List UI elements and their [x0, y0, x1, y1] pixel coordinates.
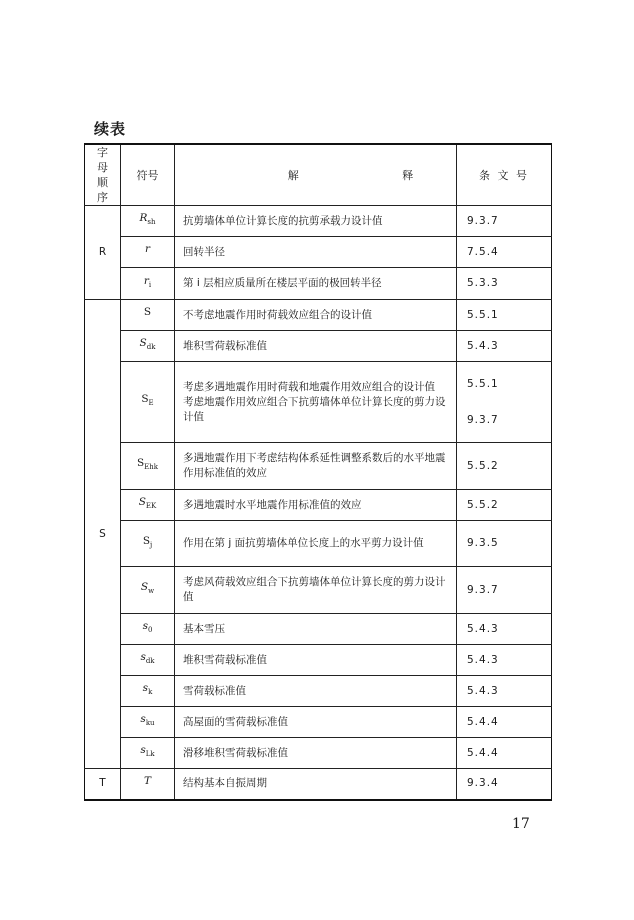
header-letter-order-line1: 字母	[97, 146, 108, 174]
symbol-cell: $r_i$	[121, 268, 175, 300]
table-row	[85, 521, 552, 567]
symbol-cell: $R_{sh}$	[121, 206, 175, 237]
table-row	[85, 237, 552, 268]
table-header-row	[85, 144, 552, 206]
description-cell: 不考虑地震作用时荷载效应组合的设计值	[175, 300, 457, 331]
clause-cell: 5.4.3	[457, 676, 552, 707]
table-row	[85, 614, 552, 645]
description-cell: 高屋面的雪荷载标准值	[175, 707, 457, 738]
header-explanation-right: 释	[402, 168, 414, 182]
clause-cell: 5.4.3	[457, 645, 552, 676]
symbol-cell: $s_{ku}$	[121, 707, 175, 738]
clause-cell: 5.4.3	[457, 331, 552, 362]
symbol-cell: $S_E$	[121, 362, 175, 443]
table-row	[85, 769, 552, 800]
header-explanation	[175, 144, 457, 206]
symbol-cell: $s_0$	[121, 614, 175, 645]
description-cell: 结构基本自振周期	[175, 769, 457, 800]
table-row	[85, 268, 552, 300]
symbol-cell: r	[121, 237, 175, 268]
table-row	[85, 567, 552, 614]
clause-cell: 5.3.3	[457, 268, 552, 300]
header-letter-order	[85, 144, 121, 206]
symbol-cell: $S_w$	[121, 567, 175, 614]
table-continued-title: 续表	[94, 120, 127, 138]
description-part-b: 考虑地震作用效应组合下抗剪墙体单位计算长度的剪力设计值	[183, 395, 446, 423]
clause-cell: 5.5.2	[457, 490, 552, 521]
group-letter-s: S	[85, 300, 121, 769]
header-explanation-left: 解	[287, 168, 299, 182]
description-cell: 第 i 层相应质量所在楼层平面的极回转半径	[175, 268, 457, 300]
page-number: 17	[512, 816, 530, 832]
clause-cell: 5.4.3	[457, 614, 552, 645]
symbol-cell: S	[121, 300, 175, 331]
symbol-cell: $s_{Lk}$	[121, 738, 175, 769]
group-letter-r: R	[85, 206, 121, 300]
table-row	[85, 331, 552, 362]
description-cell: 多遇地震时水平地震作用标准值的效应	[175, 490, 457, 521]
symbol-table	[84, 143, 552, 801]
clause-part-b: 9.3.7	[467, 413, 499, 426]
table-row	[85, 206, 552, 237]
clause-part-a: 5.5.1	[467, 377, 499, 390]
clause-cell: 5.5.1	[457, 300, 552, 331]
description-cell: 抗剪墙体单位计算长度的抗剪承载力设计值	[175, 206, 457, 237]
description-cell: 基本雪压	[175, 614, 457, 645]
header-letter-order-line2: 顺序	[97, 176, 108, 204]
description-cell: 多遇地震作用下考虑结构体系延性调整系数后的水平地震作用标准值的效应	[175, 443, 457, 490]
symbol-cell: $s_{dk}$	[121, 645, 175, 676]
symbol-cell: $S_{EK}$	[121, 490, 175, 521]
description-cell: 作用在第 j 面抗剪墙体单位长度上的水平剪力设计值	[175, 521, 457, 567]
clause-cell: 9.3.5	[457, 521, 552, 567]
clause-cell: 9.3.7	[457, 206, 552, 237]
clause-cell: 9.3.4	[457, 769, 552, 800]
header-symbol: 符号	[121, 144, 175, 206]
description-cell	[175, 362, 457, 443]
table-row	[85, 707, 552, 738]
clause-cell: 5.5.2	[457, 443, 552, 490]
description-cell: 回转半径	[175, 237, 457, 268]
clause-cell: 5.4.4	[457, 707, 552, 738]
description-cell: 堆积雪荷载标准值	[175, 645, 457, 676]
symbol-cell: $S_{dk}$	[121, 331, 175, 362]
symbol-cell: $S_j$	[121, 521, 175, 567]
table-row	[85, 490, 552, 521]
clause-cell: 9.3.7	[457, 567, 552, 614]
clause-cell	[457, 362, 552, 443]
description-cell: 考虑风荷载效应组合下抗剪墙体单位计算长度的剪力设计值	[175, 567, 457, 614]
clause-cell: 5.4.4	[457, 738, 552, 769]
table-row	[85, 738, 552, 769]
group-letter-t: T	[85, 769, 121, 800]
symbol-cell: $s_k$	[121, 676, 175, 707]
table-row	[85, 300, 552, 331]
description-cell: 堆积雪荷载标准值	[175, 331, 457, 362]
header-clause-no: 条 文 号	[457, 144, 552, 206]
description-cell: 滑移堆积雪荷载标准值	[175, 738, 457, 769]
description-cell: 雪荷载标准值	[175, 676, 457, 707]
description-part-a: 考虑多遇地震作用时荷载和地震作用效应组合的设计值	[183, 380, 435, 393]
symbol-cell: T	[121, 769, 175, 800]
table-row	[85, 362, 552, 443]
clause-cell: 7.5.4	[457, 237, 552, 268]
table-row	[85, 443, 552, 490]
table-row	[85, 676, 552, 707]
symbol-cell: $S_{Ehk}$	[121, 443, 175, 490]
table-row	[85, 645, 552, 676]
